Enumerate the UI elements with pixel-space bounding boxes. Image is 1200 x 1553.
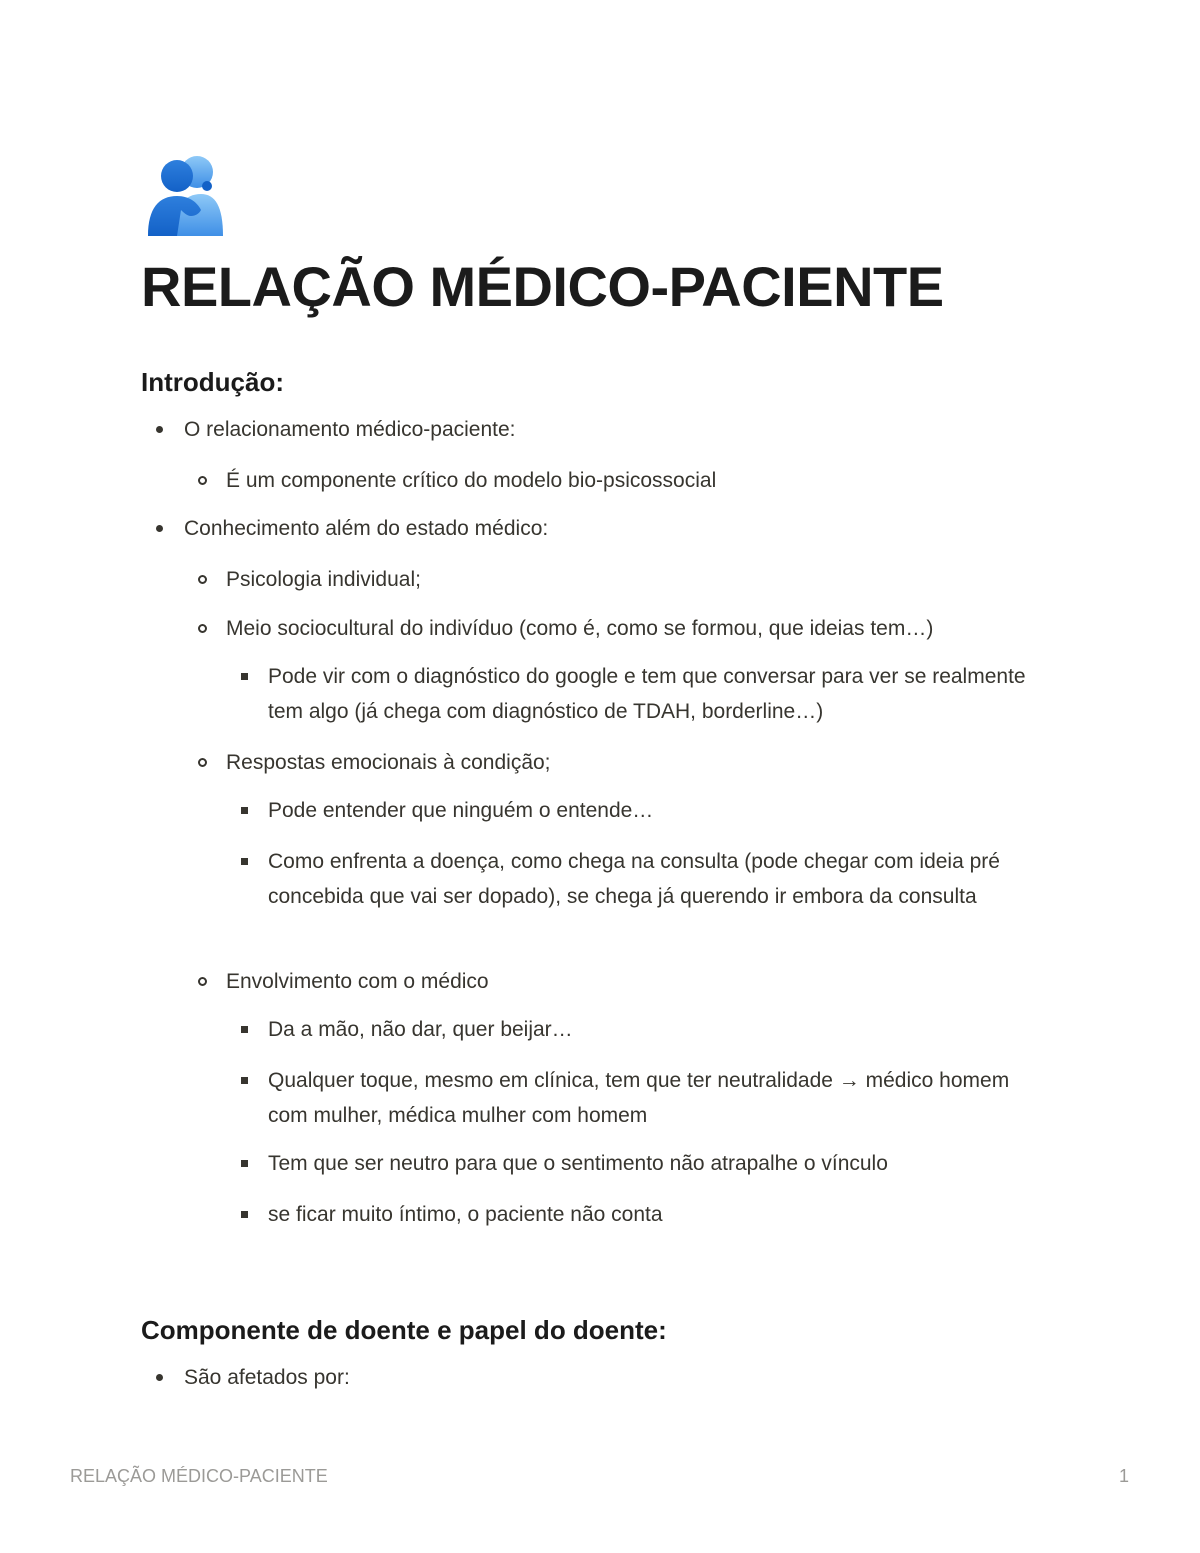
list-item: Tem que ser neutro para que o sentimento não atrapalhe o vínculo xyxy=(268,1146,888,1181)
list-item: Como enfrenta a doença, como chega na consulta (pode chegar com ideia pré concebida que vai ser dopado), se chega já querendo ir embora da consulta xyxy=(268,844,1058,914)
list-item: Meio sociocultural do indivíduo (como é, como se formou, que ideias tem…) xyxy=(226,611,933,646)
people-hugging-icon xyxy=(143,150,227,236)
footer-page-number: 1 xyxy=(1118,1466,1129,1486)
list-item: Pode vir com o diagnóstico do google e tem que conversar para ver se realmente tem algo (já chega com diagnóstico de TDAH, borderline…) xyxy=(268,659,1038,729)
list-item: Respostas emocionais à condição; xyxy=(226,745,551,780)
list-item: se ficar muito íntimo, o paciente não conta xyxy=(268,1197,663,1232)
section-heading-introducao: Introdução: xyxy=(141,367,284,397)
section-heading-componente-doente: Componente de doente e papel do doente: xyxy=(141,1315,667,1345)
list-item: Pode entender que ninguém o entende… xyxy=(268,793,653,828)
page-icon xyxy=(143,150,227,236)
list-item: O relacionamento médico-paciente: xyxy=(184,412,516,447)
list-item: Conhecimento além do estado médico: xyxy=(184,511,548,546)
list-item: Psicologia individual; xyxy=(226,562,421,597)
list-item: Envolvimento com o médico xyxy=(226,964,489,999)
list-item: Da a mão, não dar, quer beijar… xyxy=(268,1012,573,1047)
footer-title: RELAÇÃO MÉDICO-PACIENTE xyxy=(70,1466,328,1486)
list-item: São afetados por: xyxy=(184,1360,350,1395)
page-title: RELAÇÃO MÉDICO-PACIENTE xyxy=(141,255,944,318)
list-item: Qualquer toque, mesmo em clínica, tem que ter neutralidade → médico homem com mulher, médica mulher com homem xyxy=(268,1063,1028,1133)
list-item: É um componente crítico do modelo bio-psicossocial xyxy=(226,463,716,498)
